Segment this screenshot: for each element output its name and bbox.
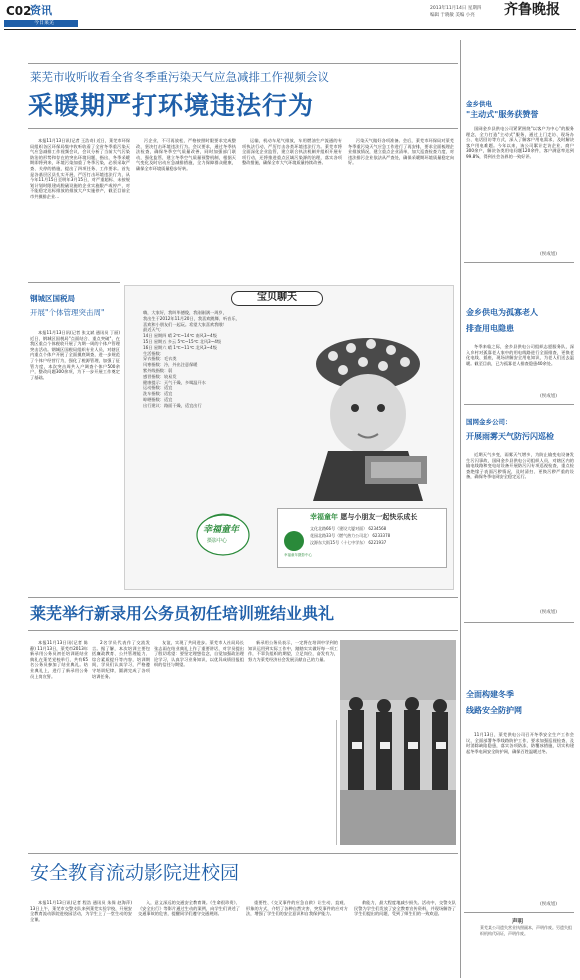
studio-logo-text: 幸福童年摄影中心 bbox=[284, 553, 312, 557]
sidebar-item-credit: (侯成旭) bbox=[540, 394, 558, 399]
slogan-emphasis: 幸福童年 bbox=[310, 513, 338, 521]
article2-column: 2名学员代表作了交流发言。据了解，本次培训主要包括廉政教育、公共管理能力、综合素质提升等内容，培训期间，学员们认真学习，严格遵守培训纪律，圆满完成了各项培训任务。 bbox=[92, 640, 150, 679]
ad-line: 16日 星期六 晴 1℃~11℃ 北风3~4级 bbox=[143, 344, 217, 350]
editors-credit: 编辑 于晓敏 美编 小亮 bbox=[430, 13, 475, 18]
divider bbox=[28, 853, 458, 854]
studio-slogan: 幸福童年 愿与小朋友一起快乐成长 bbox=[310, 513, 418, 521]
lead-headline: 采暖期严打环境违法行为 bbox=[28, 91, 315, 120]
ad-line: 洗车指数：适宜 bbox=[143, 391, 173, 397]
lead-column: 污企业，不可再放松，严格按照时限要求完成整改，坚决打击环境违法行为。会议要求，通过冬季执法检查，确保冬季空气质量改善，同时加强部门联动，强化监管，建立冬季空气质量预警机制，根据天气变化及时启动应急减排措施，全力保障群众健康，确保全市环境质量稳步好转。 bbox=[136, 138, 236, 171]
sidebar-item-title: 全面构建冬季 bbox=[466, 690, 514, 699]
seal-caption: 摄影中心 bbox=[207, 538, 228, 544]
ad-line: 运动指数：适宜 bbox=[143, 385, 173, 391]
box-body: 本报11月13日讯(记者 张文斌 通讯员 丁丽)近日，钢城区国税局"点面结合、重点突破"，在我区重点个体税收开展了为期一周的个体户管理突击活动。钢城区国税局组织专业人员，对辖区内重点个体户开展了全面摸底调查，进一步规范了个体户经营行为，强化了税源管理，加强了征管力度，本次突击周共入户调查个体户500余户，整改问题300余项，为下一步开展工作奠定了基础。 bbox=[30, 330, 120, 380]
sidebar-item-credit: (侯成旭) bbox=[540, 902, 558, 907]
ad-line: 晾晒指数：适宜 bbox=[143, 396, 173, 402]
ad-text bbox=[143, 310, 293, 409]
sidebar-item-credit: (侯成旭) bbox=[540, 252, 558, 257]
studio-logo bbox=[284, 531, 304, 551]
ad-title: 宝贝聊天 bbox=[231, 291, 323, 306]
sidebar-item-body: 国网金乡县供电公司紧紧围绕"以客户为中心"的服务理念，全力打造"主动式"服务，通过上门走访、现场办公、电话回访等方式，深入了解客户用电需求，及时解决客户用电难题。今年以来，该公司累计走访企业、商户300余户，解决各类用电问题120余件，客户满意率达到99.8%，得到社会各界的一致好评。 bbox=[466, 126, 574, 159]
divider bbox=[28, 128, 458, 129]
address-line: 汶源东大街15号（十七中学东） 6221937 bbox=[310, 540, 387, 545]
article2-column: 本报11月13日讯(记者 陈静) 11月13日，莱芜市2013年新录用公务员初任培训班结业典礼在莱芜党校举行，共有65名公务员参加了结业典礼。结业典礼上，进行了新录用公务员上岗宣誓。 bbox=[30, 640, 88, 679]
header-rule bbox=[4, 29, 576, 30]
divider bbox=[464, 622, 574, 623]
page-number: C02 bbox=[6, 4, 32, 18]
ad-line: 15日 星期五 多云 5℃~15℃ 北风3~4级 bbox=[143, 338, 222, 344]
sidebar-item-title: 金乡供电 bbox=[466, 100, 492, 108]
ad-line: 出行建议：路面干燥，适宜出行 bbox=[143, 402, 202, 408]
issue-date: 2013年11月14日 星期四 bbox=[430, 6, 482, 11]
divider bbox=[28, 282, 120, 283]
column-rule bbox=[336, 720, 337, 845]
kids-photo-ad bbox=[124, 285, 454, 590]
address-line: 花园北路33号（燃气热力公司北） 6233378 bbox=[310, 533, 391, 538]
ad-line: 生活指数： bbox=[143, 350, 164, 356]
ad-line: 最近天气： bbox=[143, 327, 164, 333]
seal-name: 幸福童年 bbox=[203, 525, 240, 535]
notice-body: 莱芜某公司遗失营业执照副本，声明作废。另遗失组织机构代码证，声明作废。 bbox=[480, 925, 572, 936]
ad-line: 14日 星期四 晴 2℃~14℃ 南风3~4级 bbox=[143, 333, 217, 339]
sidebar-item-subtitle: "主动式"服务获赞誉 bbox=[466, 110, 539, 119]
section-name: 资讯 bbox=[30, 4, 52, 17]
baby-photo bbox=[293, 326, 443, 501]
lead-column: 运输，机动车尾气排放，车用燃油生产流通的专项执法行动，严厉打击各类环境违法行为。莱芜市将全面深化企业监管，建立联合执法机制并组织开展专项行动，还将推进重点区域污染源的治理，落实各项整改措施，确保全市大气环境质量持续改善。 bbox=[242, 138, 342, 166]
box-subtitle: 开展"个体管理突击周" bbox=[30, 308, 105, 317]
sidebar-item-subtitle: 线路安全防护网 bbox=[466, 706, 522, 715]
divider bbox=[464, 404, 574, 405]
article3-column: 重要性、《交叉事件的应急自救》让生动、直观、形象的方式，介绍了各种自然灾害、突发事件的应对方法，增强了学生们的安全意识和自我保护能力。 bbox=[246, 900, 348, 917]
box-title: 钢城区国税局 bbox=[30, 294, 75, 303]
page-header bbox=[0, 0, 580, 30]
lead-pre-title: 莱芜市收听收看全省冬季重污染天气应急减排工作视频会议 bbox=[30, 70, 329, 84]
divider bbox=[28, 63, 458, 64]
address-line: 文化北路66号（建设大厦对面） 6234568 bbox=[310, 526, 387, 531]
divider bbox=[464, 912, 574, 913]
article3-column: 本报11月13日讯(记者 程浩 通讯员 朱保 赵海萍) 13日上午，莱芜市交警支队来到莱芜实验学校，开展安全教育流动影院进校园活动，为学生上了一堂生动的安全课。 bbox=[30, 900, 132, 922]
article2-column: 友谊，实现了共同进步。莱芜市人社局局长张志雨在结业典礼上作了重要讲话，对学员提出了殷切希望：要坚定理想信念，自觉加强政治理论学习，认真学习业务知识，以优异成绩回报组织的信任与期望。 bbox=[154, 640, 244, 668]
divider bbox=[28, 630, 458, 631]
studio-seal bbox=[195, 511, 251, 557]
subsection-name: 今日莱芜 bbox=[34, 20, 55, 26]
ad-line: 紫外线指数：弱 bbox=[143, 367, 173, 373]
sidebar-item-body: 冬季来临之际，金乡县供电公司组织志愿服务队，深入乡村对孤寡老人家中的用电线路进行全面排查，更换老化电线、插座，现场讲解安全用电知识，为老人们送去温暖。截至目前，已为孤寡老人排查隐患40余处。 bbox=[466, 344, 574, 366]
ad-line: 健康提示：天气干燥，多喝温开水 bbox=[143, 379, 206, 385]
studio-card bbox=[277, 508, 447, 568]
ad-line: 感冒指数：较易发 bbox=[143, 373, 177, 379]
sidebar-item-subtitle: 开展雨雾天气防污闪巡检 bbox=[466, 432, 554, 441]
sidebar-item-title: 国网金乡公司： bbox=[466, 418, 512, 426]
lead-column: 污染天气做好各项准备。会后，莱芜市环保局对莱芜冬季重污染天气应急工作进行了再安排，要求全面梳理企业排放情况，建立重点企业清单，加大巡查检查力度，对违法排污企业依法从严查处，确保采暖期环境质量稳定向好。 bbox=[348, 138, 454, 166]
article3-headline: 安全教育流动影院进校园 bbox=[30, 862, 240, 884]
lead-column: 本报11月13日讯(记者 王浩奇) 近日，莱芜市环保局组织各区环保局集中收听收看了全省冬季重污染天气应急减排工作视频会议，会议分析了当前大气污染防治的形势和存在的突出环境问题，指出，冬季采暖期即将到来，环境污染加重了冬季污染，必须采取严查、关停的措施，提出了四项任务、工作要求。首先是各基层区县扎实开展，严厉打击环境违法行为，从今年11月15日至明年3月15日，对严重超标、未按规划计划时限建成脱硫设施的企业实施限产或停产，对不能稳定达标排放的排放大户实施停产，截至目前全市共摸排企业... bbox=[30, 138, 130, 199]
ad-line: 嗨，大家好，我叫毕德俊，我刚刚满一周岁， bbox=[143, 310, 227, 315]
sidebar-item-credit: (侯成旭) bbox=[540, 610, 558, 615]
ceremony-photo bbox=[340, 640, 456, 845]
notice-title: 声明 bbox=[512, 919, 524, 925]
divider bbox=[464, 262, 574, 263]
ad-line: 喜欢和小朋友们一起玩。希望大家喜欢我哦！ bbox=[143, 321, 227, 327]
article3-column: 入，意义深远的交通安全教育课。《生命很珍贵》、《安全出行》等影片通过生动的案例，向学生们讲述了交通事故的危害，提醒同学们遵守交通规则。 bbox=[138, 900, 240, 917]
article2-headline: 莱芜举行新录用公务员初任培训班结业典礼 bbox=[30, 604, 335, 623]
ad-line: 我出生于2012年11月20日，我喜欢跳舞、听音乐， bbox=[143, 315, 240, 321]
ad-line: 风寒指数：冷，外出注意保暖 bbox=[143, 362, 198, 368]
divider bbox=[28, 597, 458, 598]
sidebar-item-subtitle: 排查用电隐患 bbox=[466, 324, 514, 333]
newspaper-brand: 齐鲁晚报 bbox=[504, 2, 560, 18]
article2-column: 新录用公务员表示，一定将在培训中学到的知识运用到实际工作中，踏踏实实做好每一项工作，不辜负组织的期望，立足岗位，奋发有为，努力为莱芜经济社会发展贡献自己的力量。 bbox=[248, 640, 338, 662]
sidebar-rule bbox=[460, 40, 461, 978]
studio-addresses bbox=[310, 525, 390, 546]
sidebar-item-title: 金乡供电为孤寡老人 bbox=[466, 308, 538, 317]
ad-line: 穿衣指数：毛衣类 bbox=[143, 356, 177, 362]
sidebar-item-body: 近期天气多变，雨雾天气增多，为防止输变电设备发生污闪事故，国网金乡县供电公司组织人员，对辖区内的输电线路和变电站设备开展防污闪专项巡视检查，重点检查绝缘子表面污秽情况，及时清扫、更换污秽严重的设备，确保冬季电网安全稳定运行。 bbox=[466, 452, 574, 480]
article3-column: 救能力，最大程度地减少损失。活动中，交警支队民警为学生们发放了安全教育宣传资料，并现场解答了学生们提出的问题，受到了师生们的一致欢迎。 bbox=[354, 900, 456, 917]
sidebar-item-body: 11月13日，莱芜供电公司召开冬季安全生产工作会议，全面部署冬季线路防护工作，要求加强巡视检查，及时消除缺陷隐患，落实各项防冻、防覆冰措施，切实构建起冬季电网安全防护网，确保百姓温暖过冬。 bbox=[466, 732, 574, 754]
